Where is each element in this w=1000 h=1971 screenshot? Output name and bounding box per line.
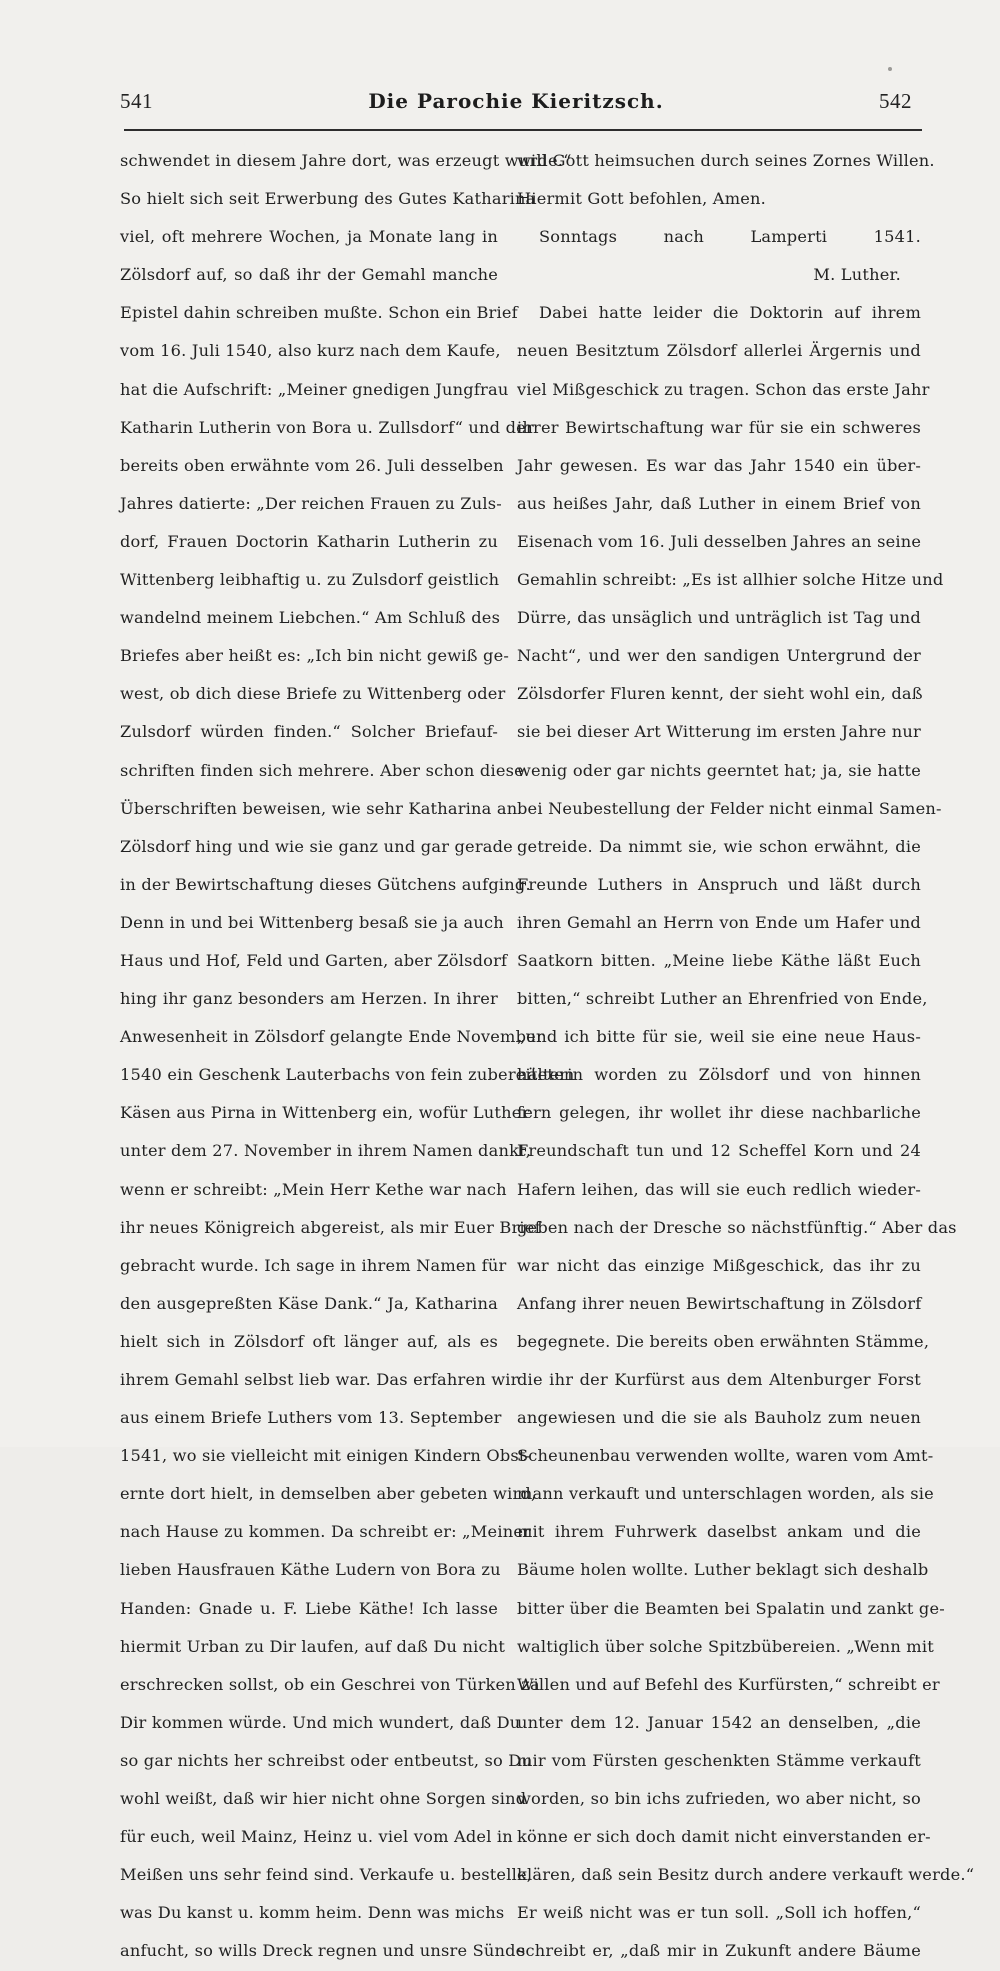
text-line: bei Neubestellung der Felder nicht einmal Samen- (517, 798, 942, 818)
text-line: den ausgepreßten Käse Dank.“ Ja, Katharina (120, 1293, 498, 1313)
text-line: was Du kanst u. komm heim. Denn was michs (120, 1903, 505, 1923)
text-line: anfucht, so wills Dreck regnen und unsre Sünde (120, 1941, 526, 1961)
text-line: Anwesenheit in Zölsdorf gelangte Ende November (120, 1027, 544, 1047)
text-line: Briefes aber heißt es: „Ich bin nicht gewiß ge- (120, 646, 510, 666)
text-line: hälterin worden zu Zölsdorf und von hinnen (517, 1065, 921, 1085)
text-line: vom 16. Juli 1540, also kurz nach dem Kaufe, (120, 341, 501, 361)
text-line: Anfang ihrer neuen Bewirtschaftung in Zölsdorf (517, 1293, 922, 1313)
text-line: wandelnd meinem Liebchen.“ Am Schluß des (120, 608, 501, 628)
text-line: Meißen uns sehr feind sind. Verkaufe u. bestelle, (120, 1865, 533, 1885)
text-line: M. Luther. (813, 265, 901, 285)
text-line: dorf, Frauen Doctorin Katharin Lutherin zu (120, 531, 498, 551)
text-line: Eisenach vom 16. Juli desselben Jahres an seine (517, 531, 922, 551)
text-line: So hielt sich seit Erwerbung des Gutes Katharina (120, 189, 536, 209)
text-line: Dürre, das unsäglich und unträglich ist Tag und (517, 608, 921, 628)
text-line: Käsen aus Pirna in Wittenberg ein, wofür Luther (120, 1103, 530, 1123)
text-line: für euch, weil Mainz, Heinz u. viel vom Adel in (120, 1827, 513, 1847)
text-line: Zulsdorf würden finden.“ Solcher Briefauf- (120, 722, 498, 742)
text-line: Hiermit Gott befohlen, Amen. (517, 189, 766, 209)
text-line: wenn er schreibt: „Mein Herr Kethe war nach (120, 1179, 507, 1199)
text-line: begegnete. Die bereits oben erwähnten Stämme, (517, 1331, 930, 1351)
text-line: in der Bewirtschaftung dieses Gütchens aufging. (120, 874, 531, 894)
text-line: war nicht das einzige Mißgeschick, das ihr zu (517, 1255, 921, 1275)
text-line: Gemahlin schreibt: „Es ist allhier solche Hitze und (517, 570, 944, 590)
text-line: Hafern leihen, das will sie euch redlich wieder- (517, 1179, 921, 1199)
text-line: mann verkauft und unterschlagen worden, als sie (517, 1484, 934, 1504)
page-number-left: 541 (120, 89, 153, 113)
text-line: angewiesen und die sie als Bauholz zum neuen (517, 1408, 921, 1428)
text-line: wohl weißt, daß wir hier nicht ohne Sorgen sind (120, 1789, 527, 1809)
text-line: 1540 ein Geschenk Lauterbachs von fein zubereiteten (120, 1065, 575, 1085)
text-line: Dir kommen würde. Und mich wundert, daß Du (120, 1712, 521, 1732)
text-line: hat die Aufschrift: „Meiner gnedigen Jungfrau (120, 379, 509, 399)
text-line: „und ich bitte für sie, weil sie eine neue Haus- (517, 1027, 921, 1047)
paper-speck (888, 67, 892, 71)
text-line: Freundschaft tun und 12 Scheffel Korn und 24 (517, 1141, 921, 1161)
running-title: Die Parochie Kieritzsch. (368, 89, 664, 113)
text-line: aus einem Briefe Luthers vom 13. September (120, 1408, 502, 1428)
text-line: Zölsdorfer Fluren kennt, der sieht wohl ein, daß (517, 684, 923, 704)
text-line: will Gott heimsuchen durch seines Zornes Willen. (517, 151, 935, 170)
text-line: gebracht wurde. Ich sage in ihrem Namen für (120, 1255, 507, 1275)
text-line: worden, so bin ichs zufrieden, wo aber nicht, so (517, 1789, 921, 1809)
text-line: mir vom Fürsten geschenkten Stämme verkauft (517, 1750, 921, 1770)
text-line: Katharin Lutherin von Bora u. Zullsdorf“ und der (120, 417, 534, 437)
header-rule (124, 129, 922, 131)
text-line: Jahres datierte: „Der reichen Frauen zu Zuls- (120, 493, 502, 513)
text-line: Überschriften beweisen, wie sehr Katharina an (120, 798, 518, 818)
text-line: hing ihr ganz besonders am Herzen. In ihrer (120, 989, 498, 1009)
text-line: waltiglich über solche Spitzbübereien. „Wenn mit (517, 1636, 934, 1656)
text-line: die ihr der Kurfürst aus dem Altenburger Forst (517, 1370, 921, 1389)
text-line: erschrecken sollst, ob ein Geschrei von Türken za (120, 1674, 540, 1694)
text-line: unter dem 27. November in ihrem Namen dankt, (120, 1141, 532, 1161)
text-line: Handen: Gnade u. F. Liebe Käthe! Ich lasse (120, 1598, 498, 1618)
text-line: schreibt er, „daß mir in Zukunft andere Bäume (517, 1941, 921, 1961)
text-line: hielt sich in Zölsdorf oft länger auf, als es (120, 1331, 498, 1351)
left-text-column (120, 142, 575, 1971)
text-line: Jahr gewesen. Es war das Jahr 1540 ein über- (517, 455, 921, 475)
page-header (110, 86, 922, 126)
text-line: unter dem 12. Januar 1542 an denselben, „die (517, 1712, 921, 1732)
text-line: viel Mißgeschick zu tragen. Schon das erste Jahr (517, 379, 930, 399)
text-line: Wittenberg leibhaftig u. zu Zulsdorf geistlich (120, 570, 500, 590)
text-line: nach Hause zu kommen. Da schreibt er: „Meiner (120, 1522, 532, 1542)
text-line: 1541, wo sie vielleicht mit einigen Kindern Obst- (120, 1446, 532, 1466)
text-line: Zölsdorf auf, so daß ihr der Gemahl manche (120, 265, 498, 285)
text-line: Denn in und bei Wittenberg besaß sie ja auch (120, 912, 504, 932)
text-line: so gar nichts her schreibst oder entbeutst, so Du (120, 1750, 533, 1770)
text-line: ernte dort hielt, in demselben aber gebeten wird, (120, 1484, 537, 1504)
text-line: sie bei dieser Art Witterung im ersten Jahre nur (517, 722, 921, 742)
text-line: Nacht“, und wer den sandigen Untergrund der (517, 646, 921, 666)
text-line: Er weiß nicht was er tun soll. „Soll ich hoffen,“ (517, 1903, 921, 1923)
text-line: schriften finden sich mehrere. Aber schon diese (120, 760, 524, 780)
text-line: bitten,“ schreibt Luther an Ehrenfried von Ende, (517, 989, 928, 1009)
text-line: Bäume holen wollte. Luther beklagt sich deshalb (517, 1560, 929, 1580)
text-line: Zölsdorf hing und wie sie ganz und gar gerade (120, 836, 513, 856)
text-line: Haus und Hof, Feld und Garten, aber Zölsdorf (120, 950, 508, 970)
text-line: ihr neues Königreich abgereist, als mir Euer Brief (120, 1217, 541, 1237)
text-line: Scheunenbau verwenden wollte, waren vom Amt- (517, 1446, 934, 1466)
text-line: bereits oben erwähnte vom 26. Juli desselben (120, 455, 504, 475)
text-line: aus heißes Jahr, daß Luther in einem Brief von (517, 493, 921, 513)
text-line: ihrer Bewirtschaftung war für sie ein schweres (517, 417, 921, 437)
page-number-right: 542 (879, 89, 912, 113)
text-line: lieben Hausfrauen Käthe Ludern von Bora zu (120, 1560, 501, 1580)
text-line: Freunde Luthers in Anspruch und läßt durch (517, 874, 921, 894)
text-line: bitter über die Beamten bei Spalatin und zankt ge- (517, 1598, 945, 1618)
text-line: Dabei hatte leider die Doktorin auf ihrem (539, 303, 921, 323)
text-line: neuen Besitztum Zölsdorf allerlei Ärgernis und (517, 341, 921, 361)
text-line: getreide. Da nimmt sie, wie schon erwähnt, die (517, 836, 921, 856)
text-line: Willen und auf Befehl des Kurfürsten,“ schreibt er (517, 1674, 940, 1694)
text-line: fern gelegen, ihr wollet ihr diese nachbarliche (517, 1103, 921, 1123)
text-line: mit ihrem Fuhrwerk daselbst ankam und die (517, 1522, 921, 1542)
text-line: Saatkorn bitten. „Meine liebe Käthe läßt Euch (517, 950, 921, 970)
text-line: klären, daß sein Besitz durch andere verkauft werde.“ (517, 1865, 975, 1885)
text-line: Epistel dahin schreiben mußte. Schon ein Brief (120, 303, 518, 323)
text-line: geben nach der Dresche so nächstfünftig.“ Aber das (517, 1217, 957, 1237)
text-line: viel, oft mehrere Wochen, ja Monate lang in (120, 227, 498, 247)
text-line: wenig oder gar nichts geerntet hat; ja, sie hatte (517, 760, 921, 780)
right-text-column (517, 142, 975, 1971)
text-line: hiermit Urban zu Dir laufen, auf daß Du nicht (120, 1636, 506, 1656)
text-line: schwendet in diesem Jahre dort, was erzeugt wurde.“ (120, 151, 572, 170)
text-line: ihren Gemahl an Herrn von Ende um Hafer und (517, 912, 921, 932)
text-line: west, ob dich diese Briefe zu Wittenberg oder (120, 684, 506, 704)
text-line: Sonntags nach Lamperti 1541. (539, 227, 921, 247)
text-line: könne er sich doch damit nicht einverstanden er- (517, 1827, 931, 1847)
text-line: ihrem Gemahl selbst lieb war. Das erfahren wir (120, 1370, 519, 1389)
